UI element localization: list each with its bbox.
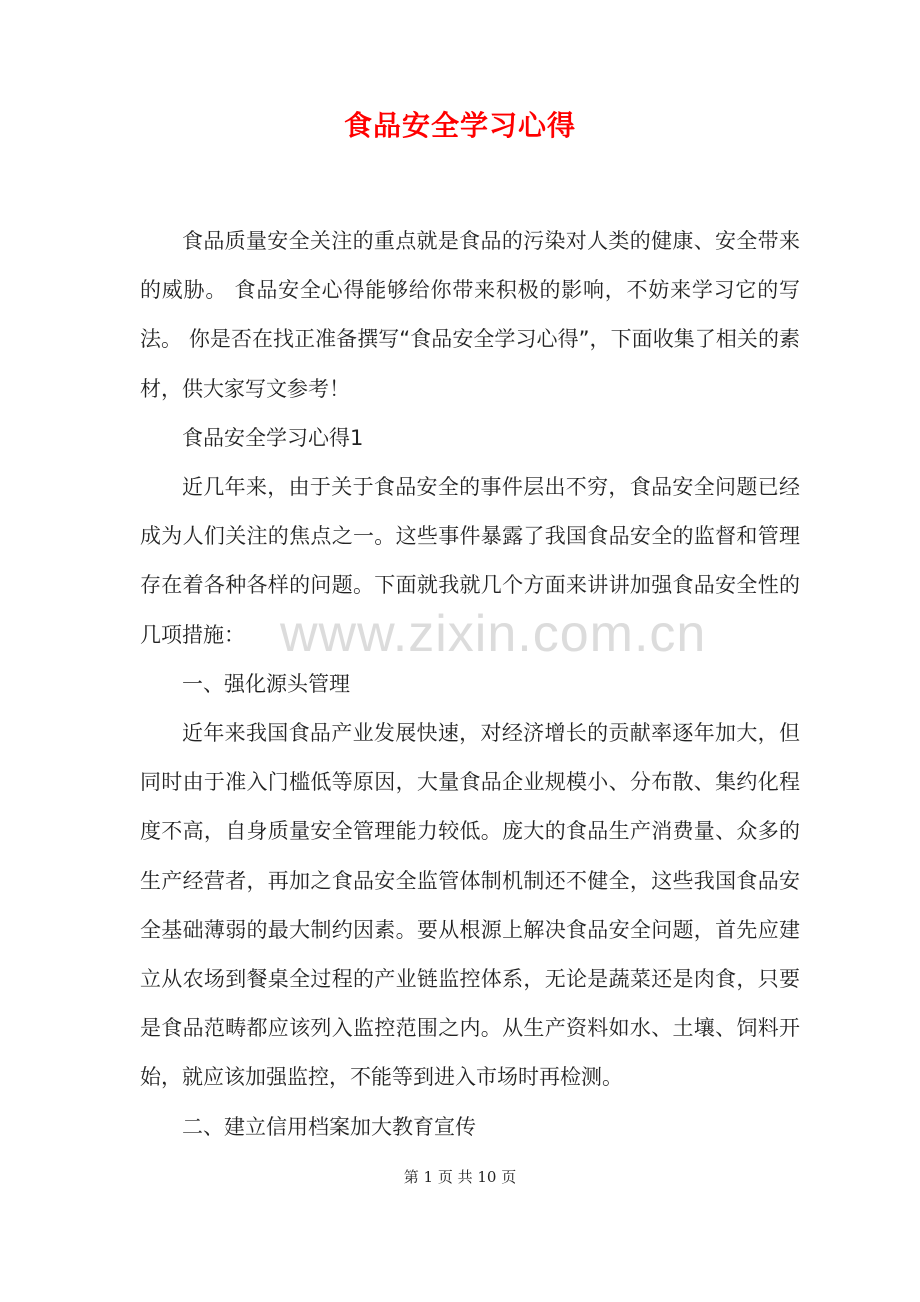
watermark: www.zixin.com.cn	[280, 605, 707, 663]
intro-paragraph: 食品质量安全关注的重点就是食品的污染对人类的健康、安全带来的威胁。 食品安全心得能够给你带来积极的影响，不妨来学习它的写法。 你是否在找正准备撰写“食品安全学习心得”，下面收集了相关的素材，供大家写文参考！	[140, 229, 800, 401]
body-paragraph-2: 近年来我国食品产业发展快速，对经济增长的贡献率逐年加大，但同时由于准入门槛低等原因，大量食品企业规模小、分布散、集约化程度不高，自身质量安全管理能力较低。庞大的食品生产消费量、众多的生产经营者，再加之食品安全监管体制机制还不健全，这些我国食品安全基础薄弱的最大制约因素。要从根源上解决食品安全问题，首先应建立从农场到餐桌全过程的产业链监控体系，无论是蔬菜还是肉食，只要是食品范畴都应该列入监控范围之内。从生产资料如水、土壤、饲料开始，就应该加强监控，不能等到进入市场时再检测。	[140, 721, 800, 1090]
page-footer: 第 1 页 共 10 页	[403, 1168, 517, 1186]
subheading-1: 一、强化源头管理	[182, 671, 350, 696]
section-heading-1: 食品安全学习心得1	[182, 425, 364, 450]
subheading-2: 二、建立信用档案加大教育宣传	[182, 1114, 476, 1139]
body-paragraph-1: 近几年来，由于关于食品安全的事件层出不穷，食品安全问题已经成为人们关注的焦点之一。这些事件暴露了我国食品安全的监督和管理存在着各种各样的问题。下面就我就几个方面来讲讲加强食品安全性的几项措施：	[140, 475, 800, 647]
document-title: 食品安全学习心得	[343, 109, 576, 142]
document-body	[140, 217, 800, 1152]
